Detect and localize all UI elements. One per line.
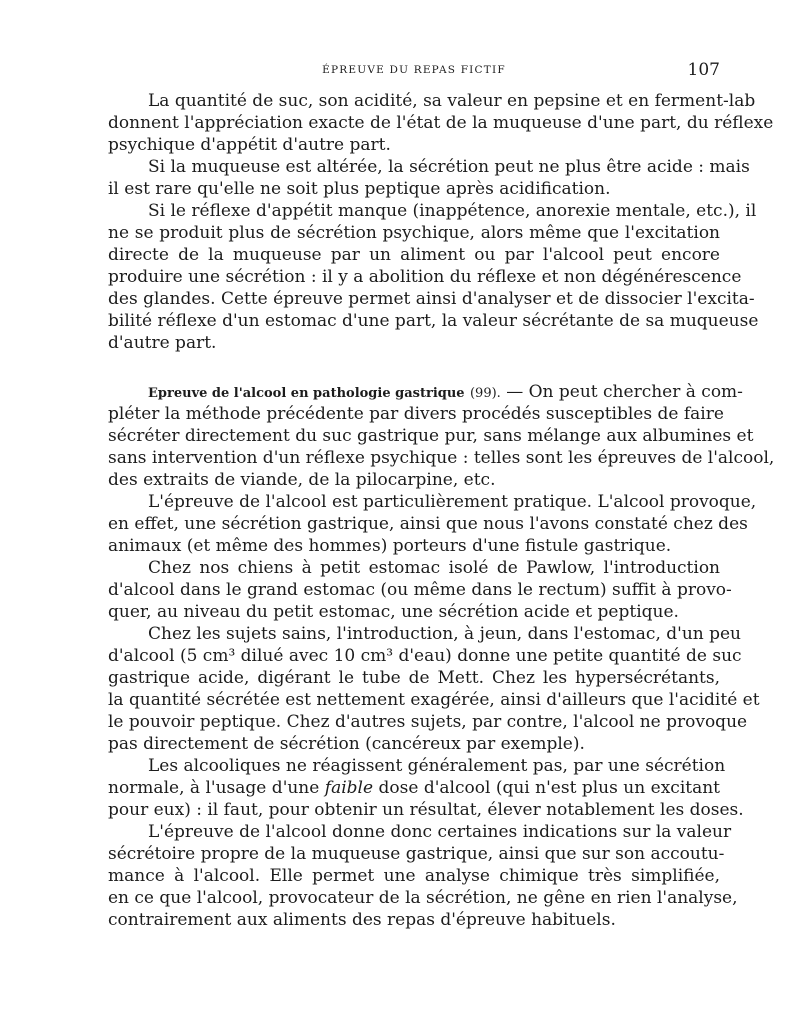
text-run: — On peut chercher à com- <box>500 382 743 402</box>
text-line: donnent l'appréciation exacte de l'état de la muqueuse d'une part, du réflexe <box>108 113 774 133</box>
paragraph-7 <box>108 623 760 755</box>
text-line: le pouvoir peptique. Chez d'autres sujets, par contre, l'alcool ne provoque <box>108 712 748 732</box>
text-line: sans intervention d'un réflexe psychique : telles sont les épreuves de l'alcool, <box>108 448 775 468</box>
paragraph-2 <box>108 156 750 200</box>
text-line: L'épreuve de l'alcool est particulièrement pratique. L'alcool provoque, <box>148 492 757 512</box>
text-line: Les alcooliques ne réagissent généralement pas, par une sécrétion <box>148 756 726 776</box>
text-line: d'alcool dans le grand estomac (ou même dans le rectum) suffit à provo- <box>108 580 732 600</box>
text-line: Si le réflexe d'appétit manque (inappétence, anorexie mentale, etc.), il <box>148 201 757 221</box>
page-header <box>108 60 720 82</box>
section-heading: Epreuve de l'alcool en pathologie gastrique <box>148 386 465 401</box>
text-line: Chez les sujets sains, l'introduction, à jeun, dans l'estomac, d'un peu <box>148 624 742 644</box>
emphasis-faible: faible <box>324 778 374 798</box>
text-line: sécréter directement du suc gastrique pur, sans mélange aux albumines et <box>108 426 754 446</box>
text-line: sécrétoire propre de la muqueuse gastrique, ainsi que sur son accoutu- <box>108 844 725 864</box>
text-line: il est rare qu'elle ne soit plus peptique après acidification. <box>108 179 611 199</box>
text-line: La quantité de suc, son acidité, sa valeur en pepsine et en ferment-lab <box>148 91 756 111</box>
page-number: 107 <box>687 60 720 80</box>
text-line: psychique d'appétit d'autre part. <box>108 135 391 155</box>
text-run: normale, à l'usage d'une <box>108 778 325 798</box>
text-line: la quantité sécrétée est nettement exagérée, ainsi d'ailleurs que l'acidité et <box>108 690 760 710</box>
paragraph-5 <box>108 491 757 557</box>
text-line: L'épreuve de l'alcool donne donc certaines indications sur la valeur <box>148 822 732 842</box>
text-line: Si la muqueuse est altérée, la sécrétion peut ne plus être acide : mais <box>148 157 750 177</box>
text-line: pléter la méthode précédente par divers procédés susceptibles de faire <box>108 404 724 424</box>
reference-number: (99). <box>469 386 501 401</box>
text-line: produire une sécrétion : il y a abolition du réflexe et non dégénérescence <box>108 267 742 287</box>
paragraph-1 <box>108 90 774 156</box>
text-line: Chez nos chiens à petit estomac isolé de Pawlow, l'introduction <box>148 558 720 578</box>
text-line: pour eux) : il faut, pour obtenir un résultat, élever notablement les doses. <box>108 800 744 820</box>
section-gap <box>108 354 720 381</box>
text-line: en ce que l'alcool, provocateur de la sécrétion, ne gêne en rien l'analyse, <box>108 888 738 908</box>
section-heading-line <box>108 381 743 403</box>
page-body <box>108 90 775 931</box>
paragraph-6 <box>108 557 732 623</box>
text-line: ne se produit plus de sécrétion psychique, alors même que l'excitation <box>108 223 720 243</box>
running-title: ÉPREUVE DU REPAS FICTIF <box>322 64 506 76</box>
text-line-with-emphasis <box>108 777 720 799</box>
text-line: en effet, une sécrétion gastrique, ainsi que nous l'avons constaté chez des <box>108 514 748 534</box>
section-alcohol-test <box>108 381 775 491</box>
text-line: bilité réflexe d'un estomac d'une part, la valeur sécrétante de sa muqueuse <box>108 311 759 331</box>
paragraph-8 <box>108 755 744 821</box>
text-line: d'alcool (5 cm³ dilué avec 10 cm³ d'eau) donne une petite quantité de suc <box>108 646 742 666</box>
paragraph-9 <box>108 821 738 931</box>
text-line: d'autre part. <box>108 333 217 353</box>
text-line: contrairement aux aliments des repas d'épreuve habituels. <box>108 910 616 930</box>
text-line: mance à l'alcool. Elle permet une analyse chimique très simplifiée, <box>108 866 720 886</box>
text-line: quer, au niveau du petit estomac, une sécrétion acide et peptique. <box>108 602 679 622</box>
paragraph-3 <box>108 200 759 354</box>
text-line: des extraits de viande, de la pilocarpine, etc. <box>108 470 496 490</box>
text-line: pas directement de sécrétion (cancéreux par exemple). <box>108 734 585 754</box>
text-run: dose d'alcool (qui n'est plus un excitant <box>373 778 721 798</box>
text-line: gastrique acide, digérant le tube de Mett. Chez les hypersécrétants, <box>108 668 720 688</box>
text-line: directe de la muqueuse par un aliment ou par l'alcool peut encore <box>108 245 720 265</box>
text-line: animaux (et même des hommes) porteurs d'une fistule gastrique. <box>108 536 672 556</box>
text-line: des glandes. Cette épreuve permet ainsi d'analyser et de dissocier l'excita- <box>108 289 755 309</box>
